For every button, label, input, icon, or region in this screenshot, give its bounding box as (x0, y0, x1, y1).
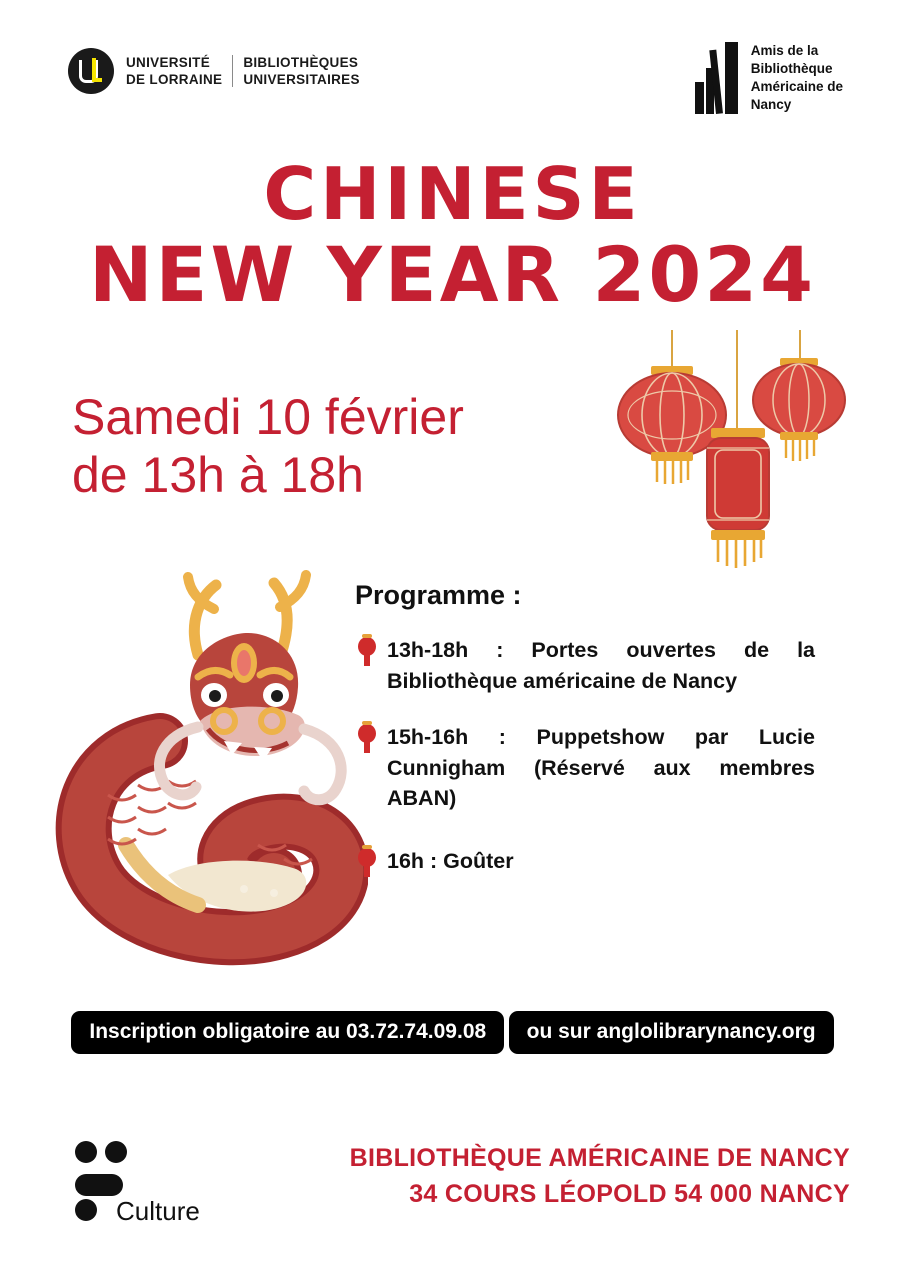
poster-title (0, 152, 905, 319)
registration-banner (0, 1005, 905, 1054)
programme-item-text: 13h-18h : Portes ouvertes de la Bibliothèque américaine de Nancy (387, 638, 815, 693)
footer-venue: BIBLIOTHÈQUE AMÉRICAINE DE NANCY (349, 1144, 850, 1172)
ul-monogram-icon (68, 48, 114, 94)
programme-item (355, 846, 815, 880)
event-date-line1: Samedi 10 février (72, 389, 464, 445)
university-library-line2: UNIVERSITAIRES (243, 72, 360, 87)
poster-title-line1: CHINESE (263, 152, 642, 236)
aban-logo-text (751, 42, 843, 114)
aban-line3: Américaine de (750, 78, 843, 94)
lantern-bullet-icon (355, 637, 381, 669)
programme-item (355, 722, 815, 814)
culture-logo (72, 1138, 222, 1228)
aban-logo (695, 42, 843, 114)
books-icon (695, 42, 741, 114)
event-date (72, 388, 464, 504)
programme-heading: Programme : (355, 580, 522, 610)
footer-address (350, 1140, 850, 1213)
lantern-bullet-icon (355, 724, 381, 756)
aban-line2: Bibliothèque (750, 60, 833, 76)
programme-item (355, 635, 815, 696)
poster-title-line2: NEW YEAR 2024 (88, 229, 817, 319)
programme-item-text: 15h-16h : Puppetshow par Lucie Cunnigham (Réservé aux membres ABAN) (387, 725, 815, 811)
event-date-line2: de 13h à 18h (72, 447, 364, 503)
university-library-line1: BIBLIOTHÈQUES (243, 54, 359, 70)
aban-line4: Nancy (750, 96, 792, 112)
programme-item-text: 16h : Goûter (387, 848, 514, 873)
programme-section (355, 580, 815, 906)
lantern-bullet-icon (355, 848, 381, 880)
university-logo-text (126, 54, 360, 89)
aban-line1: Amis de la (750, 43, 819, 58)
university-logo (68, 48, 360, 94)
registration-phone-line: Inscription obligatoire au 03.72.74.09.08 (71, 1011, 504, 1054)
footer-street: 34 COURS LÉOPOLD 54 000 NANCY (409, 1180, 850, 1209)
chinese-dragon-icon (48, 545, 368, 985)
university-name-line2: DE LORRAINE (126, 72, 223, 87)
university-library-label (243, 54, 359, 89)
university-name-line1: UNIVERSITÉ (126, 54, 211, 70)
logo-divider (232, 55, 233, 88)
registration-website-line: ou sur anglolibrarynancy.org (509, 1011, 834, 1054)
university-name (126, 54, 222, 89)
chinese-lanterns-icon (615, 330, 875, 620)
culture-logo-label: Culture (116, 1196, 200, 1226)
